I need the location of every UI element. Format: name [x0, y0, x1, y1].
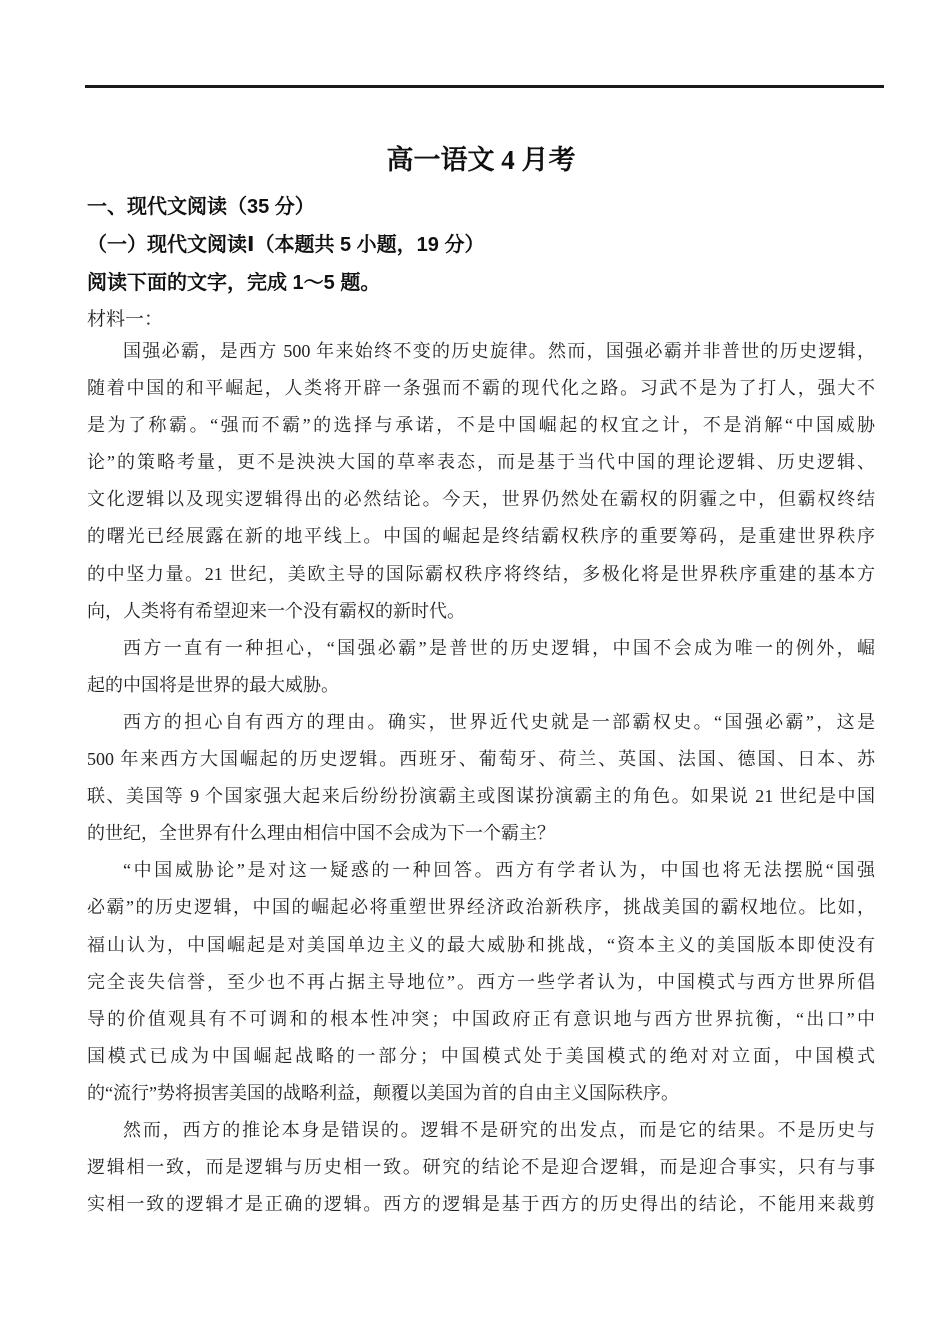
text-line: 随着中国的和平崛起，人类将开辟一条强而不霸的现代化之路。习武不是为了打人，强大不 — [87, 378, 875, 399]
text-line: 国强必霸，是西方 500 年来始终不变的历史旋律。然而，国强必霸并非普世的历史逻辑， — [123, 341, 875, 361]
material-label: 材料一： — [87, 309, 164, 330]
section-heading: 一、现代文阅读（35 分） — [87, 196, 315, 218]
text-line: 然而，西方的推论本身是错误的。逻辑不是研究的出发点，而是它的结果。不是历史与 — [123, 1119, 875, 1140]
text-line: 的曙光已经展露在新的地平线上。中国的崛起是终结霸权秩序的重要筹码，是重建世界秩序 — [87, 526, 875, 547]
text-line: 向，人类将有希望迎来一个没有霸权的新时代。 — [87, 600, 465, 621]
text-line: 导的价值观具有不可调和的根本性冲突；中国政府正有意识地与西方世界抗衡，“出口”中 — [87, 1008, 875, 1029]
text-line: 福山认为，中国崛起是对美国单边主义的最大威胁和挑战，“资本主义的美国版本即使没有 — [87, 934, 875, 955]
text-line: 西方一直有一种担心，“国强必霸”是普世的历史逻辑，中国不会成为唯一的例外，崛 — [123, 637, 875, 658]
text-line: “中国威胁论”是对这一疑惑的一种回答。西方有学者认为，中国也将无法摆脱“国强 — [123, 860, 875, 881]
header-rule — [85, 85, 884, 88]
text-line: 必霸”的历史逻辑，中国的崛起必将重塑世界经济政治新秩序，挑战美国的霸权地位。比如， — [87, 897, 875, 918]
text-line: 实相一致的逻辑才是正确的逻辑。西方的逻辑是基于西方的历史得出的结论，不能用来裁剪 — [87, 1194, 875, 1215]
text-line: 的中坚力量。21 世纪，美欧主导的国际霸权秩序将终结，多极化将是世界秩序重建的基本方 — [87, 563, 875, 584]
text-line: 西方的担心自有西方的理由。确实，世界近代史就是一部霸权史。“国强必霸”，这是 — [123, 711, 875, 732]
text-line: 国模式已成为中国崛起战略的一部分；中国模式处于美国模式的绝对对立面，中国模式 — [87, 1045, 875, 1066]
text-line: 完全丧失信誉，至少也不再占据主导地位”。西方一些学者认为，中国模式与西方世界所倡 — [87, 971, 875, 992]
text-line: 的“流行”势将损害美国的战略利益，颠覆以美国为首的自由主义国际秩序。 — [87, 1082, 679, 1103]
text-line: 起的中国将是世界的最大威胁。 — [87, 674, 339, 695]
material-body — [87, 333, 875, 1223]
subsection-heading: （一）现代文阅读Ⅰ（本题共 5 小题，19 分） — [87, 234, 485, 256]
reading-instruction: 阅读下面的文字，完成 1～5 题。 — [87, 272, 381, 294]
text-line: 逻辑相一致，而是逻辑与历史相一致。研究的结论不是迎合逻辑，而是迎合事实，只有与事 — [87, 1157, 875, 1178]
text-line: 的世纪，全世界有什么理由相信中国不会成为下一个霸主？ — [87, 823, 555, 844]
text-line: 文化逻辑以及现实逻辑得出的必然结论。今天，世界仍然处在霸权的阴霾之中，但霸权终结 — [87, 489, 875, 510]
text-line: 论”的策略考量，更不是泱泱大国的草率表态，而是基于当代中国的理论逻辑、历史逻辑、 — [87, 452, 875, 473]
text-line: 是为了称霸。“强而不霸”的选择与承诺，不是中国崛起的权宜之计，不是消解“中国威胁 — [87, 415, 875, 436]
page-title: 高一语文 4 月考 — [386, 145, 576, 175]
text-line: 联、美国等 9 个国家强大起来后纷纷扮演霸主或图谋扮演霸主的角色。如果说 21 世纪是中国 — [87, 786, 875, 807]
text-line: 500 年来西方大国崛起的历史逻辑。西班牙、葡萄牙、荷兰、英国、法国、德国、日本、苏 — [87, 749, 875, 770]
